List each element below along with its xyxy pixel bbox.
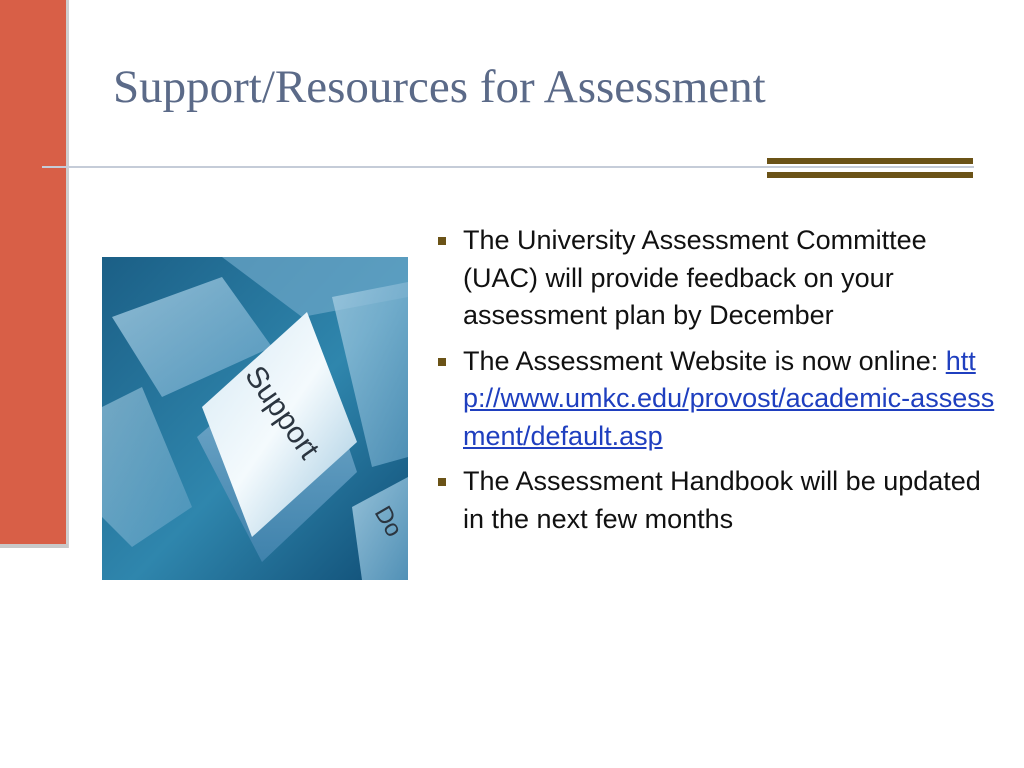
bullet-item-uac: [436, 222, 996, 335]
key-label-support: Support: [238, 360, 326, 466]
bullet-text-website: The Assessment Website is now online:: [463, 345, 946, 376]
title-rule: [42, 166, 974, 168]
bullet-text-handbook: The Assessment Handbook will be updated in the next few months: [463, 466, 981, 534]
bullet-item-website: [436, 343, 996, 456]
slide-title: Support/Resources for Assessment: [113, 61, 766, 113]
support-key-photo: [102, 257, 408, 580]
bullet-item-handbook: [436, 463, 996, 538]
side-bar-edge: [66, 0, 69, 548]
key-label-partial: Do: [368, 501, 408, 542]
side-accent-bar: [0, 0, 66, 546]
assessment-website-link[interactable]: http://www.umkc.edu/provost/academic-assessment/default.asp: [463, 345, 995, 451]
bullet-text-uac: The University Assessment Committee (UAC) will provide feedback on your assessment plan by December: [463, 225, 927, 330]
title-accent-line-bottom: [767, 172, 973, 178]
bullet-square-icon: [438, 478, 446, 486]
side-bar-shadow: [0, 544, 68, 548]
bullet-square-icon: [438, 237, 446, 245]
title-accent-line-top: [767, 158, 973, 164]
bullet-list: [436, 222, 996, 546]
bullet-square-icon: [438, 358, 446, 366]
